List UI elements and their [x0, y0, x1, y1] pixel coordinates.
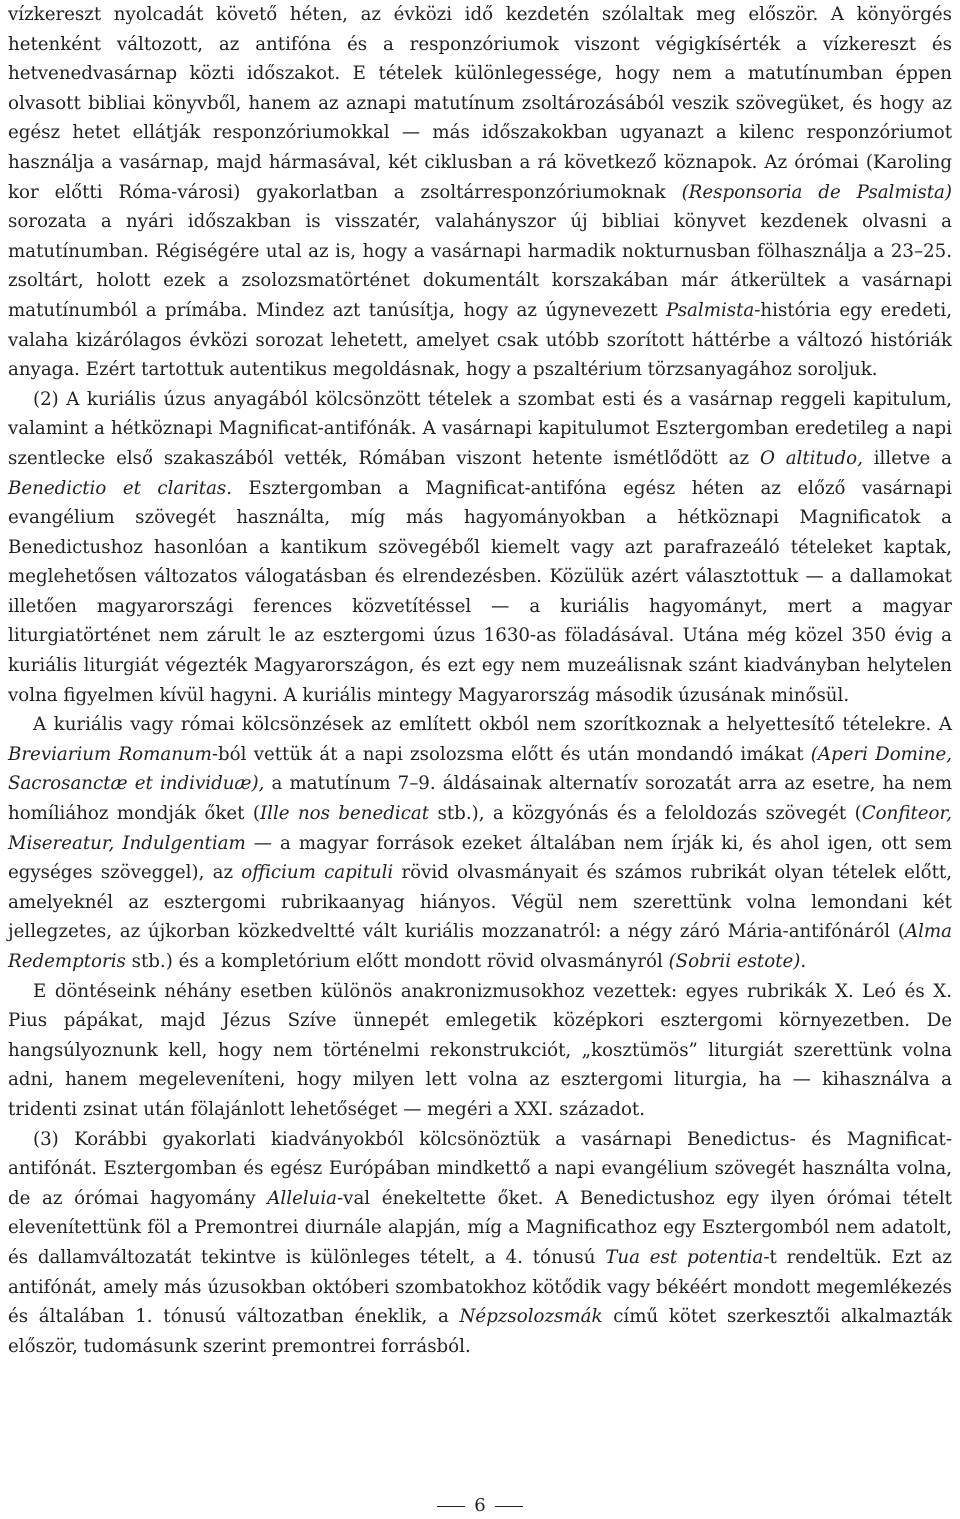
text-run: E döntéseink néhány esetben különös anakronizmusokhoz vezettek: egyes rubrikák X. Leó és X. Pius pápákat, majd Jézus Szíve ünnepét emlegetik középkori esztergomi környezetben. De hangsúlyoznunk kell, hogy nem történelmi rekonstrukciót, „kosztümös” liturgiát szerettünk volna adni, hanem megeleveníteni, hogy milyen lett volna az esztergomi liturgia, ha — kihasználva a tridenti zsinat után fölajánlott lehetőséget — megéri a XXI. századot.: [8, 980, 952, 1120]
italic-run: (Responsoria de Psalmista): [681, 181, 952, 203]
italic-run: Ille nos benedicat: [259, 803, 430, 825]
text-run: a matutínum 7–9. áldásainak alternatív sorozatát arra az esetre, ha nem homíliához mondják őket (: [8, 773, 952, 825]
text-run: -ból vettük át a napi zsolozsma előtt és után mondandó imákat: [211, 743, 811, 765]
text-run: stb.) és a kompletórium előtt mondott rövid olvasmányról: [125, 951, 669, 972]
text-run: című kötet szerkesztői alkalmazták először, tudomásunk szerint premontrei forrásból.: [8, 1306, 952, 1357]
paragraph-p2: [8, 385, 952, 711]
text-run: vízkereszt nyolcadát követő héten, az évközi idő kezdetén szólaltak meg először. A könyörgés hetenként változott, az antifóna és a responzóriumok viszont végigkísérték a vízkereszt és hetvenedvasárnap közti időszakot. E tételek különlegessége, hogy nem a matutínumban éppen olvasott bibliai könyvből, hanem az aznapi matutínum zsoltározásából veszik szövegüket, és hogy az egész hetet ellátják responzóriumokkal — más időszakokban ugyanazt a kilenc responzóriumot használja a vasárnap, majd hármasával, két ciklusban a rá következő köznapok. Az órómai (Karoling kor előtti Róma-városi) gyakorlatban a zsoltárresponzóriumoknak: [8, 4, 952, 203]
italic-run: Tua est potentia: [605, 1246, 764, 1268]
italic-run: Confiteor, Misereatur, Indulgentiam: [8, 803, 952, 854]
italic-run: Benedictio et claritas.: [8, 477, 233, 499]
text-run: A kuriális vagy római kölcsönzések az említett okból nem szorítkoznak a helyettesítő tételekre. A: [33, 714, 952, 736]
text-run: sorozata a nyári időszakban is visszatér, valahányszor új bibliai könyvet kezdenek olvasni a matutínumban. Régiségére utal az is, hogy a vasárnapi harmadik nokturnusban fölhasználja a 23–25. zsoltárt, holott ezek a zsolozsmatörténet dokumentált korszakában már átkerültek a vasárnapi matutínumból a prímába. Mindez azt tanúsítja, hogy az úgynevezett: [8, 211, 952, 321]
italic-run: Psalmista: [665, 299, 755, 321]
text-run: illetve a: [862, 447, 953, 469]
document-body: [8, 0, 952, 1361]
page-number-footer: [0, 1494, 960, 1518]
text-run: -t rendeltük. Ezt az antifónát, amely más úzusokban októberi szombatokhoz kötődik vagy békéért mondott megemlékezés és általában 1. tónusú változatban éneklik, a: [8, 1246, 953, 1328]
italic-run: Breviarium Romanum: [8, 743, 212, 765]
text-run: -val énekeltette őket. A Benedictushoz egy ilyen órómai tételt elevenítettünk föl a Premontrei diurnále alapján, míg a Magnificathoz egy Esztergomból nem adatolt, és dallamváltozatát tekintve is különleges tételt, a 4. tónusú: [8, 1187, 952, 1268]
italic-run: Alma Redemptoris: [8, 921, 952, 972]
italic-run: (Aperi Domine, Sacrosanctæ et individuæ),: [8, 743, 953, 795]
italic-run: Alleluia: [267, 1187, 338, 1209]
italic-run: O altitudo,: [759, 447, 863, 469]
italic-run: Népzsolozsmák: [459, 1306, 603, 1328]
text-run: stb.), a közgyónás és a feloldozás szövegét (: [429, 803, 862, 825]
paragraph-p5: [8, 1125, 952, 1362]
text-run: rövid olvasmányait és számos rubrikát olyan tételek előtt, amelyeknél az esztergomi rubrikaanyag hiányos. Végül nem szerettünk volna lemondani két jellegzetes, az újkorban közkedveltté vált kuriális mozzanatról: a négy záró Mária-antifónáról (: [8, 862, 952, 943]
text-run: Esztergomban a Magnificat-antifóna egész héten az előző vasárnapi evangélium szövegét használta, míg más hagyományokban a hétköznapi Magnificatok a Benedictushoz hasonlóan a kantikum szövegéből kiemelt vagy azt parafrazeáló tételeket kaptak, meglehetősen változatos válogatásban és elrendezésben. Közülük azért választottuk — a dallamokat illetően magyarországi ferences közvetítéssel — a kuriális hagyományt, mert a magyar liturgiatörténet nem zárult le az esztergomi úzus 1630-as föladásával. Utána még közel 350 évig a kuriális liturgiát végezték Magyarországon, és ezt egy nem muzeálisnak szánt kiadványban helytelen volna figyelmen kívül hagyni. A kuriális mintegy Magyarország második úzusának minősül.: [8, 477, 952, 706]
paragraph-p3: [8, 710, 952, 976]
italic-run: officium capituli: [241, 862, 394, 884]
text-run: (3) Korábbi gyakorlati kiadványokból kölcsönöztük a vasárnapi Benedictus- és Magnificat-antifónát. Esztergomban és egész Európában mindkettő a napi evangélium szövegét használta volna, de az órómai hagyomány: [8, 1128, 952, 1209]
right-dash: [495, 1506, 523, 1507]
text-run: -história egy eredeti, valaha kizárólagos évközi sorozat lehetett, amelyet csak utóbb szorított háttérbe a változó históriák anyaga. Ezért tartottuk autentikus megoldásnak, hogy a pszaltérium törzsanyagához soroljuk.: [8, 299, 952, 381]
text-run: — a magyar források ezeket általában nem írják ki, és ahol igen, ott sem egységes szöveggel), az: [8, 832, 952, 884]
text-run: (2) A kuriális úzus anyagából kölcsönzött tételek a szombat esti és a vasárnap reggeli kapitulum, valamint a hétköznapi Magnificat-antifónák. A vasárnapi kapitulumot Esztergomban eredetileg a napi szentlecke első szakaszából vették, Rómában viszont hetente ismétlődött az: [8, 388, 952, 469]
left-dash: [437, 1506, 465, 1507]
paragraph-p1: [8, 0, 952, 385]
paragraph-p4: [8, 977, 952, 1125]
page-number: 6: [474, 1495, 486, 1516]
italic-run: (Sobrii estote).: [668, 951, 807, 972]
